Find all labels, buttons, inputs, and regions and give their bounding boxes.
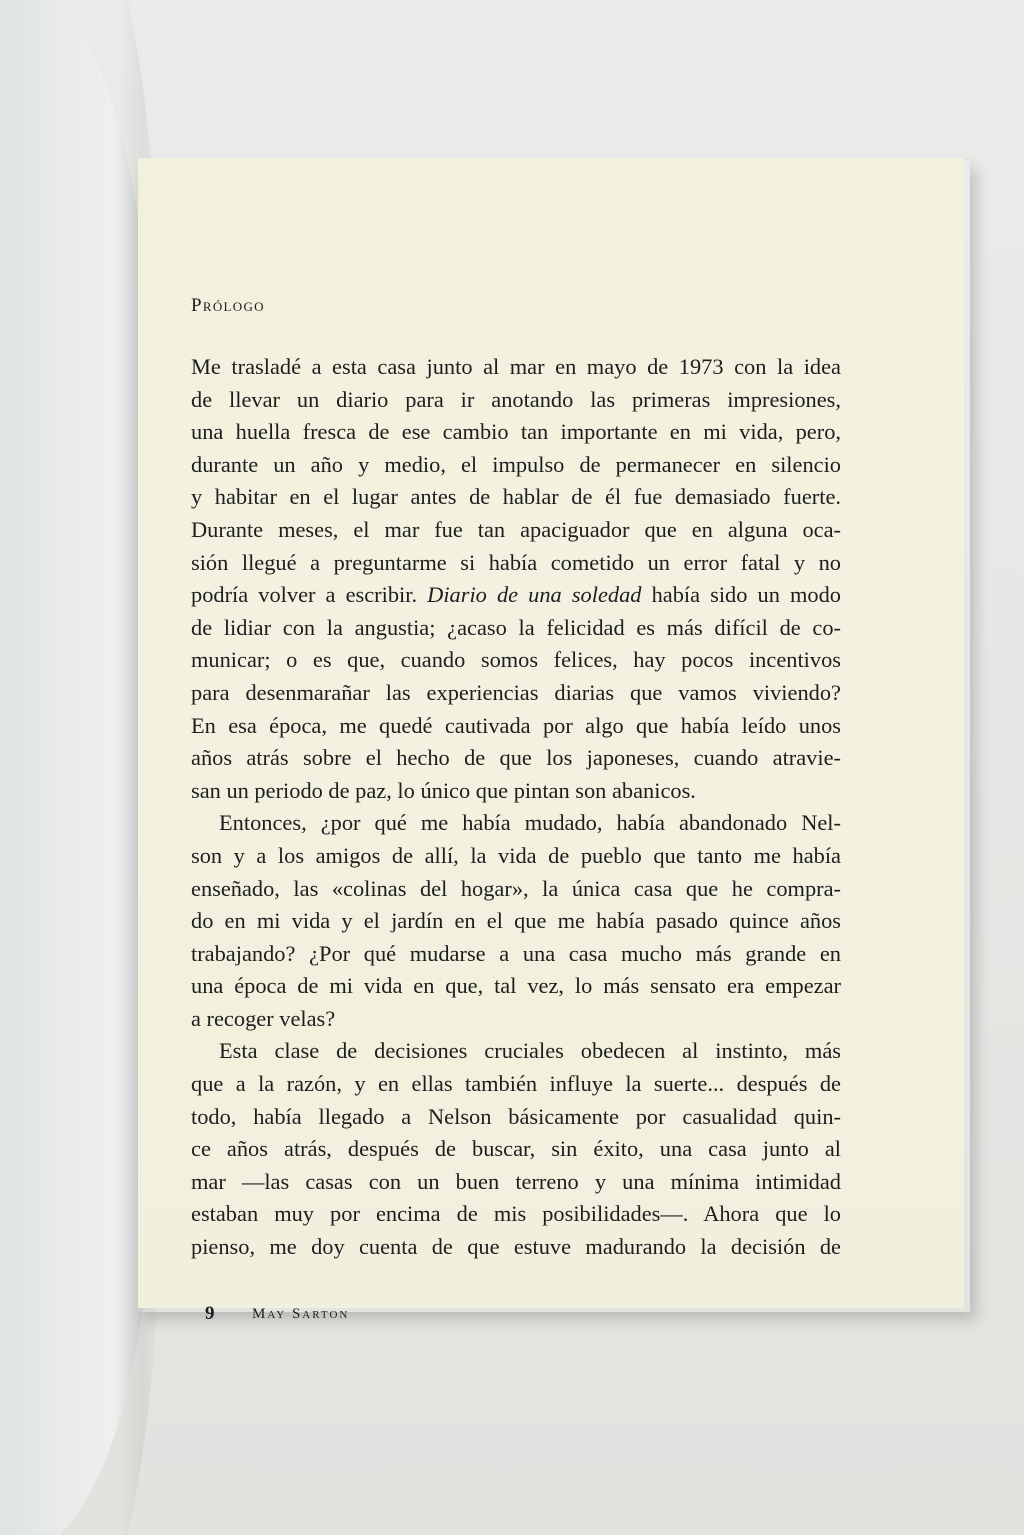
text-line: una huella fresca de ese cambio tan importante en mi vida, pero, [191, 419, 841, 445]
text-line-mixed [191, 579, 841, 612]
book-title-italic: Diario de una soledad [427, 582, 642, 608]
text-line: san un periodo de paz, lo único que pintan son abanicos. [191, 777, 696, 803]
text-segment: había sido un modo [651, 582, 841, 608]
page-number: 9 [205, 1303, 215, 1324]
text-line: y habitar en el lugar antes de hablar de él fue demasiado fuerte. [191, 484, 841, 510]
text-line: enseñado, las «colinas del hogar», la única casa que he compra- [191, 875, 841, 901]
running-footer-author: May Sarton [252, 1306, 350, 1322]
book-page [138, 158, 964, 1324]
body-text [191, 351, 841, 1264]
text-segment: podría volver a escribir. [191, 582, 418, 608]
text-line: que a la razón, y en ellas también influye la suerte... después de [191, 1071, 841, 1097]
text-line: Entonces, ¿por qué me había mudado, había abandonado Nel- [219, 810, 841, 836]
text-line: Esta clase de decisiones cruciales obedecen al instinto, más [219, 1038, 841, 1064]
text-line: de llevar un diario para ir anotando las primeras impresiones, [191, 386, 841, 412]
text-line: ce años atrás, después de buscar, sin éxito, una casa junto al [191, 1136, 841, 1162]
paragraph-3 [191, 1035, 841, 1263]
paragraph-1 [191, 351, 841, 807]
paragraph-2 [191, 807, 841, 1035]
text-line: son y a los amigos de allí, la vida de pueblo que tanto me había [191, 842, 841, 868]
text-line: Durante meses, el mar fue tan apaciguador que en alguna oca- [191, 516, 841, 542]
text-line: municar; o es que, cuando somos felices, hay pocos incentivos [191, 647, 841, 673]
text-line: En esa época, me quedé cautivada por algo que había leído unos [191, 712, 841, 738]
text-line: trabajando? ¿Por qué mudarse a una casa mucho más grande en [191, 940, 841, 966]
text-line: do en mi vida y el jardín en el que me había pasado quince años [191, 908, 841, 934]
text-line: de lidiar con la angustia; ¿acaso la felicidad es más difícil de co- [191, 614, 841, 640]
text-line: durante un año y medio, el impulso de permanecer en silencio [191, 451, 841, 477]
text-line: pienso, me doy cuenta de que estuve madurando la decisión de [191, 1234, 841, 1260]
text-line: a recoger velas? [191, 1005, 336, 1031]
text-line: sión llegué a preguntarme si había cometido un error fatal y no [191, 549, 841, 575]
text-line: para desenmarañar las experiencias diarias que vamos viviendo? [191, 679, 841, 705]
text-line: mar —las casas con un buen terreno y una mínima intimidad [191, 1168, 841, 1194]
text-line: Me trasladé a esta casa junto al mar en mayo de 1973 con la idea [191, 354, 841, 379]
section-title: Prólogo [191, 295, 265, 316]
text-line: una época de mi vida en que, tal vez, lo más sensato era empezar [191, 973, 841, 999]
text-line: todo, había llegado a Nelson básicamente por casualidad quin- [191, 1103, 841, 1129]
text-line: años atrás sobre el hecho de que los japoneses, cuando atravie- [191, 745, 841, 771]
text-line: estaban muy por encima de mis posibilidades—. Ahora que lo [191, 1201, 841, 1227]
